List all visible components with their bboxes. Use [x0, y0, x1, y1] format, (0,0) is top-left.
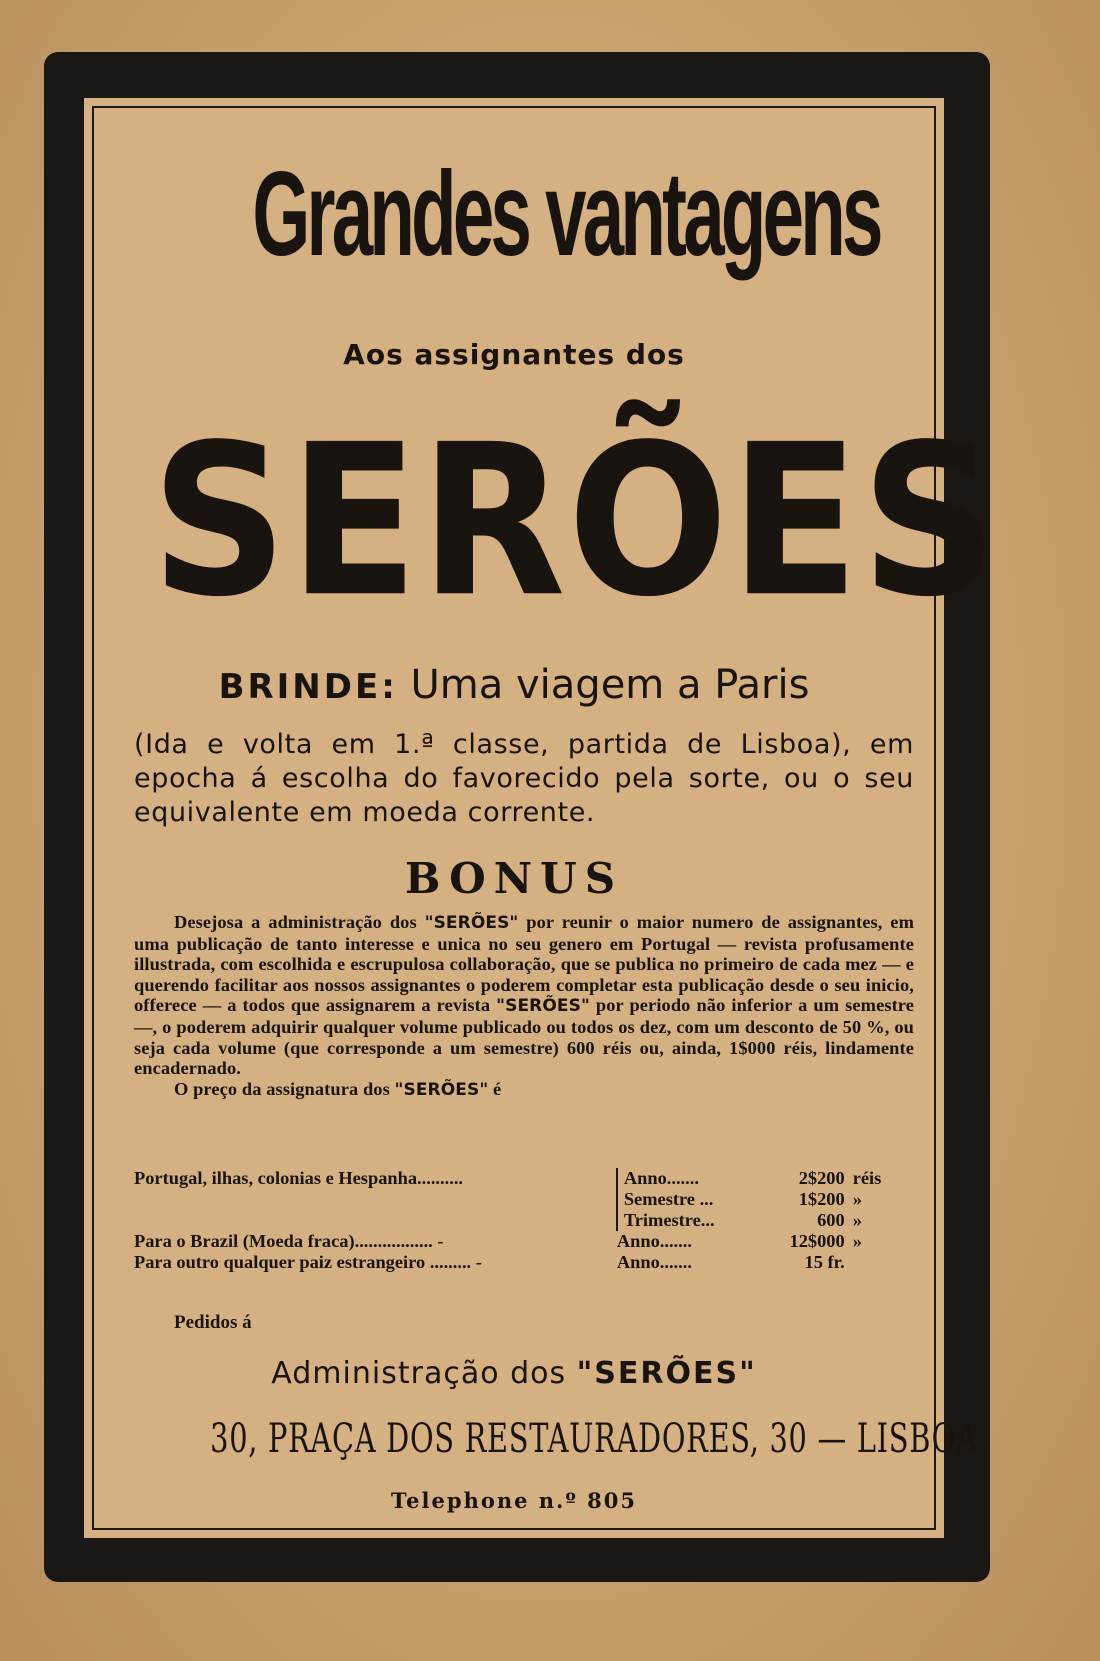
orders-label: Pedidos á — [174, 1312, 252, 1333]
telephone: Telephone n.º 805 — [390, 1488, 638, 1513]
magazine-name-inline: "SERÕES" — [424, 913, 519, 933]
advertisement — [92, 106, 999, 1530]
table-row: Para outro qualquer paiz estrangeiro ......... - Anno....... 15 fr. — [134, 1252, 845, 1272]
headline: Grandes vantagens — [252, 147, 880, 281]
magazine-name-inline: "SERÕES" — [576, 1356, 757, 1391]
table-row: Trimestre... 600 » — [134, 1210, 923, 1231]
bonus-title: BONUS — [404, 854, 624, 903]
address: 30, PRAÇA DOS RESTAURADORES, 30 — LISBOA — [210, 1416, 978, 1462]
brinde-details: (Ida e volta em 1.ª classe, partida de Lisboa), em epocha á escolha do favorecido pela sorte, ou o seu equivalente em moeda corrente. — [134, 729, 914, 828]
bonus-text: Desejosa a administração dos "SERÕES" por reunir o maior numero de assignantes, em uma publicação de tanto interesse e unica no seu genero em Portugal — revista profusamente illustrada, com escolhida e escrupulosa collaboração, que se publica no primeiro de cada mez — e querendo facilitar aos nossos assignantes o poderem completar esta publicação desde o seu inicio, offerece — a todos que assignarem a revista "SERÕES" por periodo não inferior a um semestre —, o poderem adquirir qualquer volume publicado ou todos os dez, com um desconto de 50 %, ou seja cada volume (que corresponde a um semestre) 600 réis ou, ainda, 1$000 réis, lindamente encadernado. — [134, 912, 914, 1079]
subheadline: Aos assignantes dos — [343, 338, 685, 371]
admin-line: Administração dos "SERÕES" — [271, 1356, 757, 1391]
table-row: Para o Brazil (Moeda fraca)................. - Anno....... 12$000 » — [134, 1231, 862, 1251]
brinde-text: Uma viagem a Paris — [410, 662, 810, 708]
price-intro: O preço da assignatura dos "SERÕES" é — [174, 1078, 502, 1100]
table-row: Semestre ... 1$200 » — [134, 1189, 923, 1210]
magazine-name: SERÕES — [151, 399, 999, 643]
bonus-paragraph — [134, 912, 914, 1100]
magazine-name-inline: "SERÕES" — [496, 996, 590, 1017]
table-row: Portugal, ilhas, colonias e Hespanha.......... Anno....... 2$200 réis — [134, 1168, 882, 1188]
brinde-label: BRINDE: — [218, 667, 398, 707]
brinde-line — [92, 662, 936, 708]
price-table — [134, 1168, 924, 1273]
